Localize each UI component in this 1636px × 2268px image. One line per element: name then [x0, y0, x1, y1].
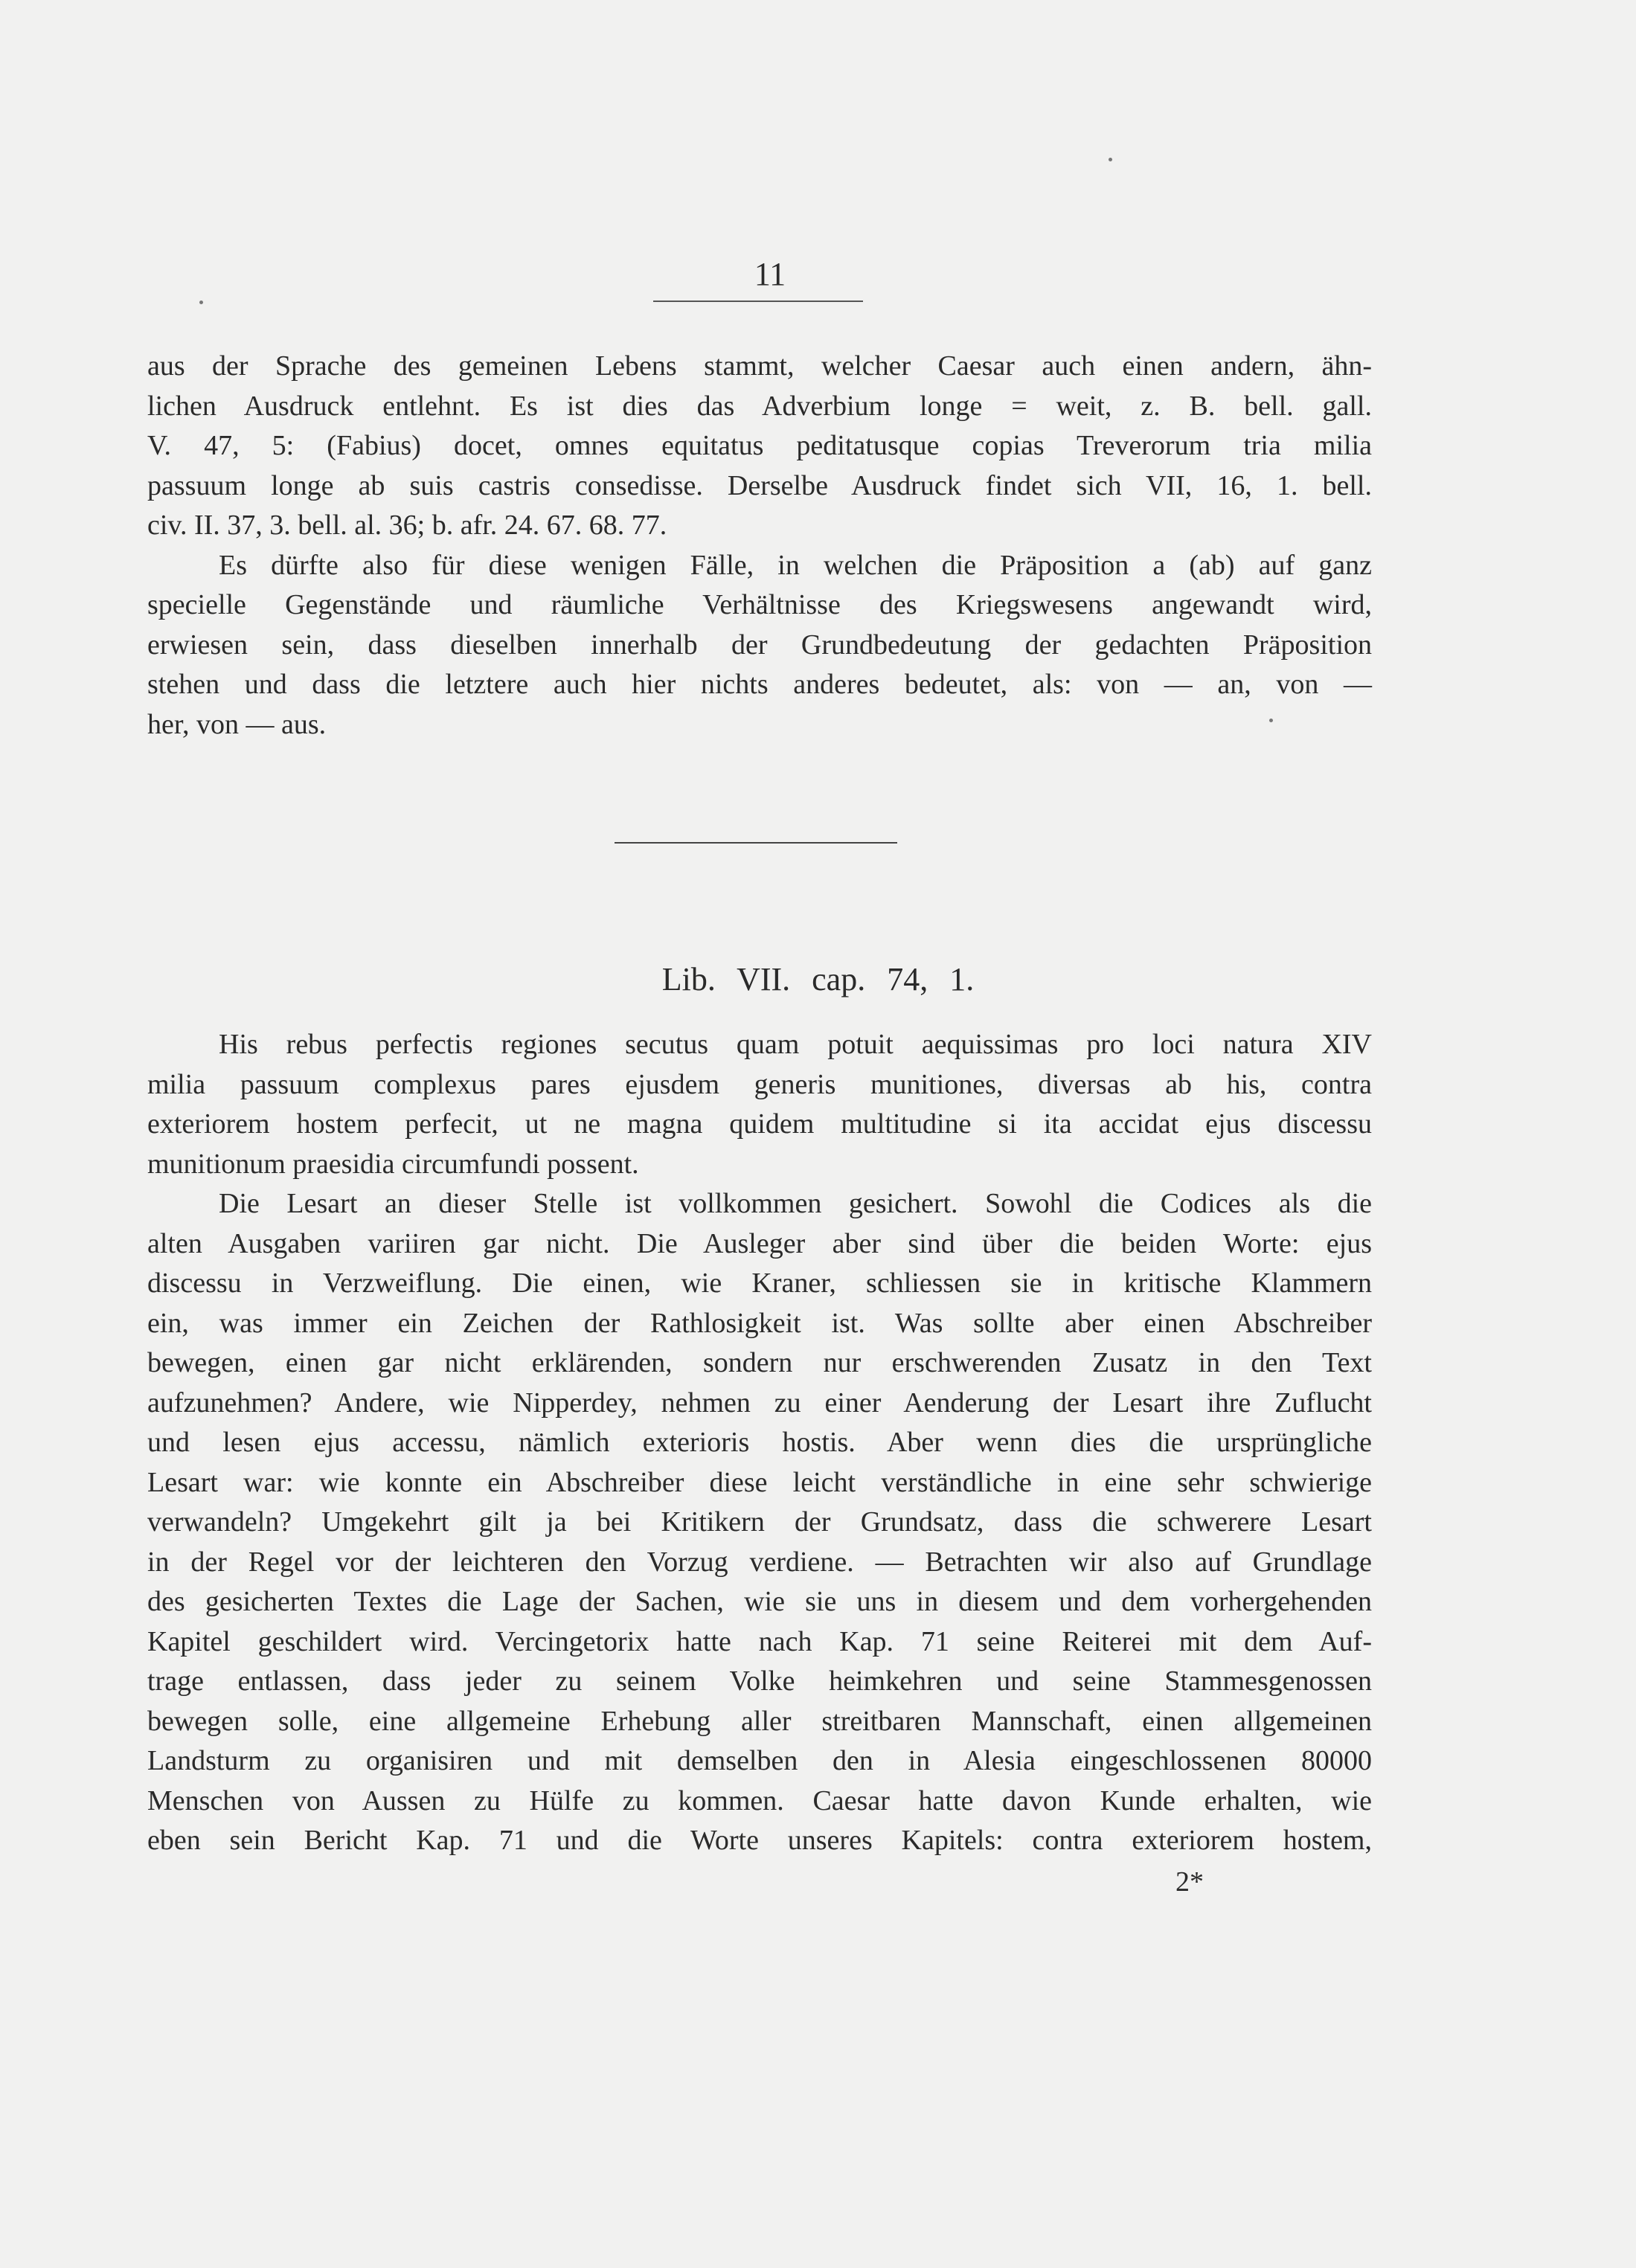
text-block-bottom	[147, 1025, 1372, 1861]
text-line: aus der Sprache des gemeinen Lebens stammt, welcher Caesar auch einen andern, ähn-	[147, 350, 1372, 382]
quote-line: milia passuum complexus pares ejusdem generis munitiones, diversas ab his, contra	[147, 1068, 1372, 1100]
speck	[1109, 158, 1112, 161]
text-line: ein, was immer ein Zeichen der Rathlosigkeit ist. Was sollte aber einen Abschreiber	[147, 1307, 1372, 1339]
text-line: V. 47, 5: (Fabius) docet, omnes equitatus peditatusque copias Treverorum tria milia	[147, 430, 1372, 461]
text-line: in der Regel vor der leichteren den Vorzug verdiene. — Betrachten wir also auf Grundlage	[147, 1546, 1372, 1578]
text-line: her, von — aus.	[147, 708, 327, 740]
text-line: Kapitel geschildert wird. Vercingetorix hatte nach Kap. 71 seine Reiterei mit dem Auf-	[147, 1625, 1372, 1657]
text-line: Es dürfte also für diese wenigen Fälle, in welchen die Präposition a (ab) auf ganz	[219, 549, 1372, 581]
text-block-top	[147, 347, 1372, 745]
text-line: erwiesen sein, dass dieselben innerhalb der Grundbedeutung der gedachten Präposition	[147, 629, 1372, 661]
text-line: Landsturm zu organisiren und mit demselben den in Alesia eingeschlossenen 80000	[147, 1745, 1372, 1776]
text-line: stehen und dass die letztere auch hier nichts anderes bedeutet, als: von — an, von —	[147, 669, 1372, 700]
quote-line: His rebus perfectis regiones secutus quam potuit aequissimas pro loci natura XIV	[219, 1029, 1372, 1060]
text-line: verwandeln? Umgekehrt gilt ja bei Kritikern der Grundsatz, dass die schwerere Lesart	[147, 1506, 1372, 1538]
text-line: trage entlassen, dass jeder zu seinem Volke heimkehren und seine Stammesgenossen	[147, 1665, 1372, 1697]
text-line: passuum longe ab suis castris consedisse. Derselbe Ausdruck findet sich VII, 16, 1. bell.	[147, 469, 1372, 501]
page-number-rule	[653, 301, 863, 302]
text-line: bewegen solle, eine allgemeine Erhebung aller streitbaren Mannschaft, einen allgemeinen	[147, 1705, 1372, 1737]
section-rule	[615, 842, 897, 844]
text-line: lichen Ausdruck entlehnt. Es ist dies das Adverbium longe = weit, z. B. bell. gall.	[147, 390, 1372, 422]
text-line: Menschen von Aussen zu Hülfe zu kommen. Caesar hatte davon Kunde erhalten, wie	[147, 1784, 1372, 1816]
text-line: specielle Gegenstände und räumliche Verhältnisse des Kriegswesens angewandt wird,	[147, 589, 1372, 620]
speck	[1269, 719, 1273, 722]
text-line: alten Ausgaben variiren gar nicht. Die Ausleger aber sind über die beiden Worte: ejus	[147, 1227, 1372, 1259]
text-line: des gesicherten Textes die Lage der Sachen, wie sie uns in diesem und dem vorhergehenden	[147, 1586, 1372, 1617]
text-line: bewegen, einen gar nicht erklärenden, sondern nur erschwerenden Zusatz in den Text	[147, 1347, 1372, 1378]
speck	[199, 301, 203, 304]
text-line: civ. II. 37, 3. bell. al. 36; b. afr. 24. 67. 68. 77.	[147, 510, 667, 541]
quote-line: munitionum praesidia circumfundi possent.	[147, 1148, 639, 1180]
text-line: eben sein Bericht Kap. 71 und die Worte unseres Kapitels: contra exteriorem hostem,	[147, 1825, 1372, 1856]
text-line: aufzunehmen? Andere, wie Nipperdey, nehmen zu einer Aenderung der Lesart ihre Zuflucht	[147, 1387, 1372, 1419]
text-line: Lesart war: wie konnte ein Abschreiber diese leicht verständliche in eine sehr schwierige	[147, 1466, 1372, 1498]
text-line: Die Lesart an dieser Stelle ist vollkommen gesichert. Sowohl die Codices als die	[219, 1188, 1372, 1219]
section-heading: Lib. VII. cap. 74, 1.	[661, 961, 975, 998]
signature-mark: 2*	[1175, 1866, 1204, 1898]
page-number: 11	[754, 256, 786, 292]
text-line: und lesen ejus accessu, nämlich exterioris hostis. Aber wenn dies die ursprüngliche	[147, 1427, 1372, 1458]
text-line: discessu in Verzweiflung. Die einen, wie Kraner, schliessen sie in kritische Klammern	[147, 1268, 1372, 1299]
quote-line: exteriorem hostem perfecit, ut ne magna quidem multitudine si ita accidat ejus discessu	[147, 1108, 1372, 1140]
